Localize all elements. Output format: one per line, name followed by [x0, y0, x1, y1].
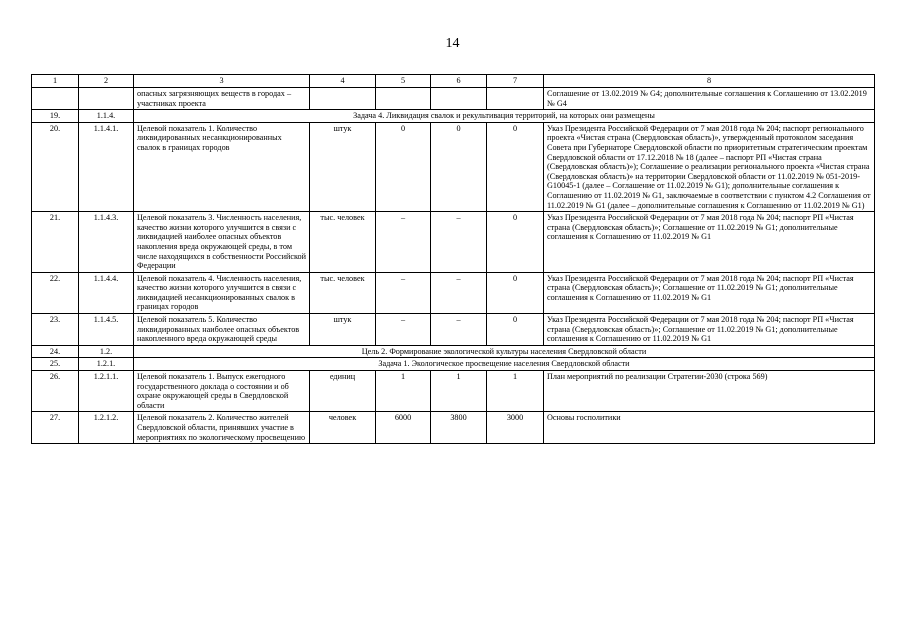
table-cell: штук — [310, 122, 376, 211]
table-cell: 1.1.4.5. — [79, 314, 134, 346]
table-cell: – — [376, 272, 431, 313]
header-cell: 8 — [544, 75, 875, 88]
header-cell: 6 — [431, 75, 487, 88]
table-cell: 1 — [431, 371, 487, 412]
table-cell: 1.1.4.1. — [79, 122, 134, 211]
table-cell: – — [376, 314, 431, 346]
table-cell: 1.1.4.3. — [79, 212, 134, 273]
table-cell: 6000 — [376, 412, 431, 444]
table-cell: 0 — [376, 122, 431, 211]
page-number: 14 — [445, 36, 460, 51]
table-cell: 24. — [32, 345, 79, 358]
table-cell: – — [376, 212, 431, 273]
table-cell: План мероприятий по реализации Стратегии-2030 (строка 569) — [544, 371, 875, 412]
table-cell: 0 — [487, 212, 544, 273]
table-cell: 19. — [32, 110, 79, 123]
header-cell: 7 — [487, 75, 544, 88]
table-cell: 3800 — [431, 412, 487, 444]
table-cell: 0 — [487, 122, 544, 211]
table-cell: 26. — [32, 371, 79, 412]
table-cell: 25. — [32, 358, 79, 371]
indicators-table — [31, 74, 875, 444]
header-cell: 1 — [32, 75, 79, 88]
section-row — [32, 110, 875, 123]
table-cell: тыс. человек — [310, 272, 376, 313]
header-cell: 4 — [310, 75, 376, 88]
table-row — [32, 88, 875, 110]
table-row — [32, 272, 875, 313]
table-cell: Задача 4. Ликвидация свалок и рекультивация территорий, на которых они размещены — [134, 110, 875, 123]
table-cell: – — [431, 212, 487, 273]
table-cell: 1.2. — [79, 345, 134, 358]
header-cell: 2 — [79, 75, 134, 88]
table-cell: опасных загрязняющих веществ в городах – участниках проекта — [134, 88, 310, 110]
table-cell — [376, 88, 431, 110]
table-cell: Целевой показатель 3. Численность населения, качество жизни которого улучшится в связи с ликвидацией наиболее опасных объектов накопления вреда окружающей среды, в том числе находящихся в собственности Российской Федерации — [134, 212, 310, 273]
table-cell: человек — [310, 412, 376, 444]
table-cell: 0 — [487, 314, 544, 346]
table-cell — [487, 88, 544, 110]
table-cell: тыс. человек — [310, 212, 376, 273]
table-cell: Указ Президента Российской Федерации от 7 мая 2018 года № 204; паспорт РП «Чистая страна (Свердловская область)»; Соглашение от 11.02.2019 № G1; дополнительные соглашения к Соглашению от 11.02.2019 № G1 — [544, 212, 875, 273]
table-cell — [431, 88, 487, 110]
table-cell: Целевой показатель 4. Численность населения, качество жизни которого улучшится в связи с ликвидацией несанкционированных свалок в границах городов — [134, 272, 310, 313]
table-cell: Цель 2. Формирование экологической культуры населения Свердловской области — [134, 345, 875, 358]
table-cell: 1.1.4.4. — [79, 272, 134, 313]
table-cell: 1.2.1.2. — [79, 412, 134, 444]
table-cell — [79, 88, 134, 110]
table-cell: Основы госполитики — [544, 412, 875, 444]
table-row — [32, 371, 875, 412]
table-cell: Целевой показатель 5. Количество ликвидированных наиболее опасных объектов накопленного вреда окружающей среды — [134, 314, 310, 346]
table-cell: 22. — [32, 272, 79, 313]
table-cell: – — [431, 272, 487, 313]
table-cell: 3000 — [487, 412, 544, 444]
section-row — [32, 345, 875, 358]
table-cell — [310, 88, 376, 110]
table-cell: Задача 1. Экологическое просвещение населения Свердловской области — [134, 358, 875, 371]
table-cell: Целевой показатель 1. Количество ликвидированных несанкционированных свалок в границах городов — [134, 122, 310, 211]
table-row — [32, 314, 875, 346]
header-cell: 3 — [134, 75, 310, 88]
header-row — [32, 75, 875, 88]
table-cell: 27. — [32, 412, 79, 444]
table-cell: штук — [310, 314, 376, 346]
table-cell: 1.1.4. — [79, 110, 134, 123]
table-cell: 0 — [431, 122, 487, 211]
header-cell: 5 — [376, 75, 431, 88]
table-cell: – — [431, 314, 487, 346]
table-cell — [32, 88, 79, 110]
table-cell: 20. — [32, 122, 79, 211]
table-cell: 1.2.1.1. — [79, 371, 134, 412]
table-row — [32, 412, 875, 444]
table-cell: Указ Президента Российской Федерации от 7 мая 2018 года № 204; паспорт РП «Чистая страна (Свердловская область)»; Соглашение от 11.02.2019 № G1; дополнительные соглашения к Соглашению от 11.02.2019 № G1 — [544, 314, 875, 346]
table-cell: 0 — [487, 272, 544, 313]
table-cell: Соглашение от 13.02.2019 № G4; дополнительные соглашения к Соглашению от 13.02.2019 № G4 — [544, 88, 875, 110]
table-cell: Целевой показатель 1. Выпуск ежегодного государственного доклада о состоянии и об охране окружающей среды в Свердловской области — [134, 371, 310, 412]
table-cell: Целевой показатель 2. Количество жителей Свердловской области, принявших участие в мероприятиях по экологическому просвещению — [134, 412, 310, 444]
table-cell: Указ Президента Российской Федерации от 7 мая 2018 года № 204; паспорт регионального проекта «Чистая страна (Свердловская область)», утвержденный протоколом заседания Совета при Губернаторе Свердловской области по приоритетным стратегическим проектам Свердловской области от 17.12.2018 № 18 (далее – паспорт РП «Чистая страна (Свердловская область)»); Соглашение о реализации регионального проекта «Чистая страна (Свердловская область)» на территории Свердловской области от 11.02.2019 № 051-2019-G10045-1 (далее – Соглашение от 11.02.2019 № G1); дополнительные соглашения к Соглашению от 11.02.2019 № G1, заключаемые в соответствии с пунктом 4.2 Соглашения от 11.02.2019 № G1 (далее – дополнительные соглашения к Соглашению от 11.02.2019 № G1) — [544, 122, 875, 211]
table-cell: 1 — [376, 371, 431, 412]
table-cell: единиц — [310, 371, 376, 412]
table-row — [32, 212, 875, 273]
table-cell: 1 — [487, 371, 544, 412]
table-cell: Указ Президента Российской Федерации от 7 мая 2018 года № 204; паспорт РП «Чистая страна (Свердловская область)»; Соглашение от 11.02.2019 № G1; дополнительные соглашения к Соглашению от 11.02.2019 № G1 — [544, 272, 875, 313]
table-cell: 21. — [32, 212, 79, 273]
section-row — [32, 358, 875, 371]
table-row — [32, 122, 875, 211]
table-cell: 1.2.1. — [79, 358, 134, 371]
table-cell: 23. — [32, 314, 79, 346]
